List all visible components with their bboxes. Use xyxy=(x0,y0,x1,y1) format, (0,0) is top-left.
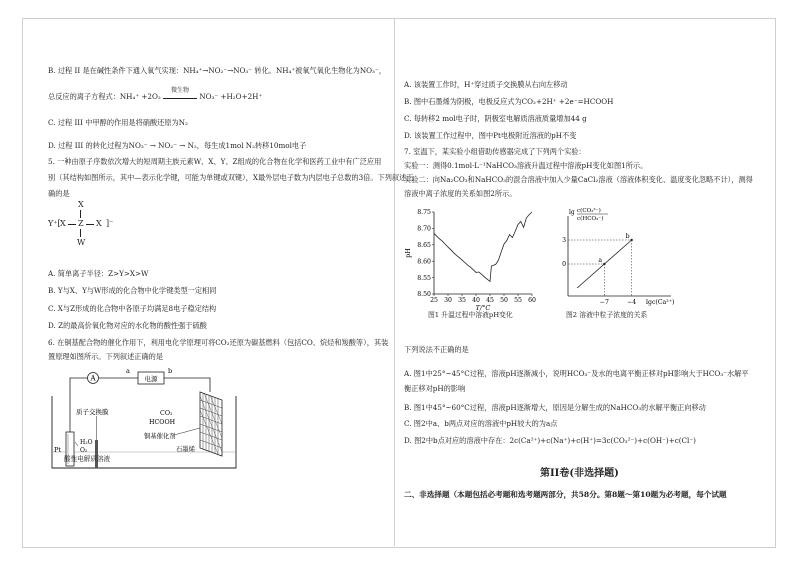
q7-line2: 实验一：测得0.1mol·L⁻¹NaHCO₃溶液升温过程中溶液pH变化如图1所示。 xyxy=(404,161,648,170)
h2o-label: H₂O xyxy=(80,439,93,446)
structural-formula xyxy=(48,200,138,252)
y-tick-label: 0 xyxy=(562,261,566,268)
q7-stem: 下列说法不正确的是 xyxy=(404,345,469,354)
q6-option-b: B. 图中石墨烯为阴极，电极反应式为CO₂+2H⁺ +2e⁻=HCOOH xyxy=(404,97,614,106)
o2-label: O₂ xyxy=(80,447,88,454)
x-tick-label: 55 xyxy=(514,297,522,304)
q7-option-d: D. 图2中b点对应的溶液中存在：2c(Ca²⁺)+c(Na⁺)+c(H⁺)=3c(CO₃²⁻)+c(OH⁻)+c(Cl⁻) xyxy=(404,436,696,445)
y-label-numerator: c(CO₃²⁻) xyxy=(577,208,601,214)
y-tick-label: 8.55 xyxy=(417,274,431,282)
x-axis-label: T/°C xyxy=(475,304,491,312)
y-label-denominator: c(HCO₃⁻) xyxy=(577,216,604,222)
x-tick-label: 40 xyxy=(472,297,480,304)
hcooh-label: HCOOH xyxy=(149,419,176,426)
arrow-condition: 微生物 xyxy=(171,87,190,94)
option-b-line1: B. 过程 II 是在碱性条件下通入氧气实现：NH₄⁺→NO₂⁻→NO₃⁻ 转化。NH₄⁺被氧气氧化生物化为NO₃⁻， xyxy=(48,66,386,75)
bond xyxy=(86,224,94,225)
y-tick-label: 8.50 xyxy=(417,291,431,299)
reaction-arrow xyxy=(163,87,197,99)
option-d: D. 过程 III 的转化过程为NO₃⁻ → NO₂⁻ → N₂，每生成1mol N₂转移10mol电子 xyxy=(48,141,307,150)
q6-option-d: D. 该装置工作过程中，图中Pt电极附近溶液的pH不变 xyxy=(404,131,577,140)
equation-right: NO₃⁻ +H₂O+2H⁺ xyxy=(199,92,263,101)
figure2-concentration-chart xyxy=(556,204,676,316)
figure1-caption: 图1 升温过程中溶液pH变化 xyxy=(428,311,513,319)
bond xyxy=(80,210,81,218)
struct-prefix: Y⁺[ xyxy=(48,219,61,228)
x-tick-label: 25 xyxy=(430,297,438,304)
figure2-caption: 图2 溶液中粒子浓度的关系 xyxy=(566,311,648,319)
ph-series-line xyxy=(434,212,532,282)
struct-atom-w: W xyxy=(77,238,86,247)
membrane-label: 质子交换膜 xyxy=(76,408,109,416)
column-divider xyxy=(394,18,395,546)
x-tick-label: −7 xyxy=(599,299,609,306)
x-tick-label: 35 xyxy=(458,297,466,304)
q5-option-d: D. Z的最高价氧化物对应的水化物的酸性强于硫酸 xyxy=(48,321,207,330)
conversion-chain: NO₃⁻ → NO₂⁻ → N₂ xyxy=(128,141,197,150)
q5-line2: 别（其结构如图所示，其中—表示化学键，可能为单键或双键），X最外层电子数为内层电子总数的3倍。下列叙述正 xyxy=(48,173,414,182)
struct-atom-x-right: X xyxy=(96,219,102,228)
q7-option-a-line2: 衡正移对pH的影响 xyxy=(404,384,466,393)
graphene-label: 石墨烯 xyxy=(176,446,195,453)
y-tick-label: 8.60 xyxy=(417,258,431,266)
x-tick-label: 45 xyxy=(486,297,494,304)
terminal-b-label: b xyxy=(168,367,173,375)
q7-line3: 实验二：向Na₂CO₃和NaHCO₃的混合溶液中加入少量CaCl₂溶液（溶液体积变化、温度变化忽略不计），测得 xyxy=(404,175,753,184)
bond xyxy=(68,224,76,225)
graphene-electrode xyxy=(200,392,222,456)
y-axis-label: pH xyxy=(404,248,412,258)
co2-label: CO₂ xyxy=(160,410,173,417)
y-tick-label: 3 xyxy=(562,237,566,244)
y-tick-label: 8.70 xyxy=(417,225,431,233)
point-label: b xyxy=(625,233,630,240)
electrolyte-label: 酸性电解质溶液 xyxy=(64,455,111,463)
y-tick-label: 8.65 xyxy=(417,242,431,249)
y-label-lg: lg xyxy=(569,209,575,216)
x-tick-label: −4 xyxy=(627,299,637,306)
terminal-a-label: a xyxy=(126,367,130,375)
struct-suffix: ]⁻ xyxy=(106,219,114,228)
q7-option-b: B. 图1中45°~60°C过程，溶液pH逐渐增大，原因是分解生成的NaHCO₃的水解平衡正向移动 xyxy=(404,403,706,412)
q6-option-c: C. 每转移2 mol电子时，阴极室电解质溶液质量增加44 g xyxy=(404,114,587,123)
ammeter-label: A xyxy=(90,374,96,383)
q5-line1: 5. 一种由原子序数依次增大的短周期主族元素W、X、Y、Z组成的化合物在化学和医药工业中有广泛应用 xyxy=(48,157,382,166)
point-label: a xyxy=(598,257,603,264)
struct-atom-z: Z xyxy=(78,219,84,228)
y-tick-label: 8.75 xyxy=(417,209,431,217)
struct-atom-x-left: X xyxy=(60,219,66,228)
q6-line1: 6. 在铜基配合物的催化作用下，利用电化学原理可将CO₂还原为碳基燃料（包括CO、烷烃和羧酸等），其装 xyxy=(48,338,389,347)
option-c: C. 过程 III 中甲醇的作用是将硝酸还原为N₂ xyxy=(48,118,188,127)
q5-line3: 确的是 xyxy=(48,189,70,198)
option-b-equation xyxy=(48,87,263,101)
q5-option-b: B. Y与X、Y与W形成的化合物中化学键类型一定相同 xyxy=(48,286,217,295)
figure1-ph-chart xyxy=(404,204,544,316)
equation-left: 总反应的离子方程式：NH₄⁺ +2O₂ xyxy=(48,92,161,101)
x-axis-label: lgc(Ca²⁺) xyxy=(646,299,675,306)
power-label: 电源 xyxy=(144,375,158,383)
q6-option-a: A. 该装置工作时，H⁺穿过质子交换膜从右向左移动 xyxy=(404,80,568,89)
bond xyxy=(80,229,81,237)
section-title: 第II卷(非选择题) xyxy=(540,468,619,479)
q6-line2: 置原理如图所示。下列叙述正确的是 xyxy=(48,352,164,361)
q7-option-c: C. 图2中a、b两点对应的溶液中pH较大的为a点 xyxy=(404,419,558,428)
pt-label: Pt xyxy=(54,446,61,454)
q5-option-a: A. 简单离子半径：Z>Y>X>W xyxy=(48,269,149,278)
q7-line4: 溶液中离子浓度的关系如图2所示。 xyxy=(404,189,517,198)
q5-option-c: C. X与Z形成的化合物中各原子均满足8电子稳定结构 xyxy=(48,304,217,313)
x-tick-label: 30 xyxy=(444,297,452,304)
struct-atom-x-top: X xyxy=(78,200,84,209)
x-tick-label: 50 xyxy=(500,297,508,304)
q7-line1: 7. 室温下，某实验小组借助传感器完成了下列两个实验： xyxy=(404,147,586,156)
relation-line xyxy=(577,240,632,288)
catalyst-label: 铜基催化剂 xyxy=(144,433,176,440)
section-heading: 二、非选择题（本题包括必考题和选考题两部分，共58分。第8题～第10题为必考题，每个试题 xyxy=(404,490,727,499)
q7-option-a-line1: A. 图1中25°~45°C过程，溶液pH逐渐减小，说明HCO₃⁻及水的电离平衡正移对pH影响大于HCO₃⁻水解平 xyxy=(404,369,749,378)
x-tick-label: 60 xyxy=(528,297,536,304)
